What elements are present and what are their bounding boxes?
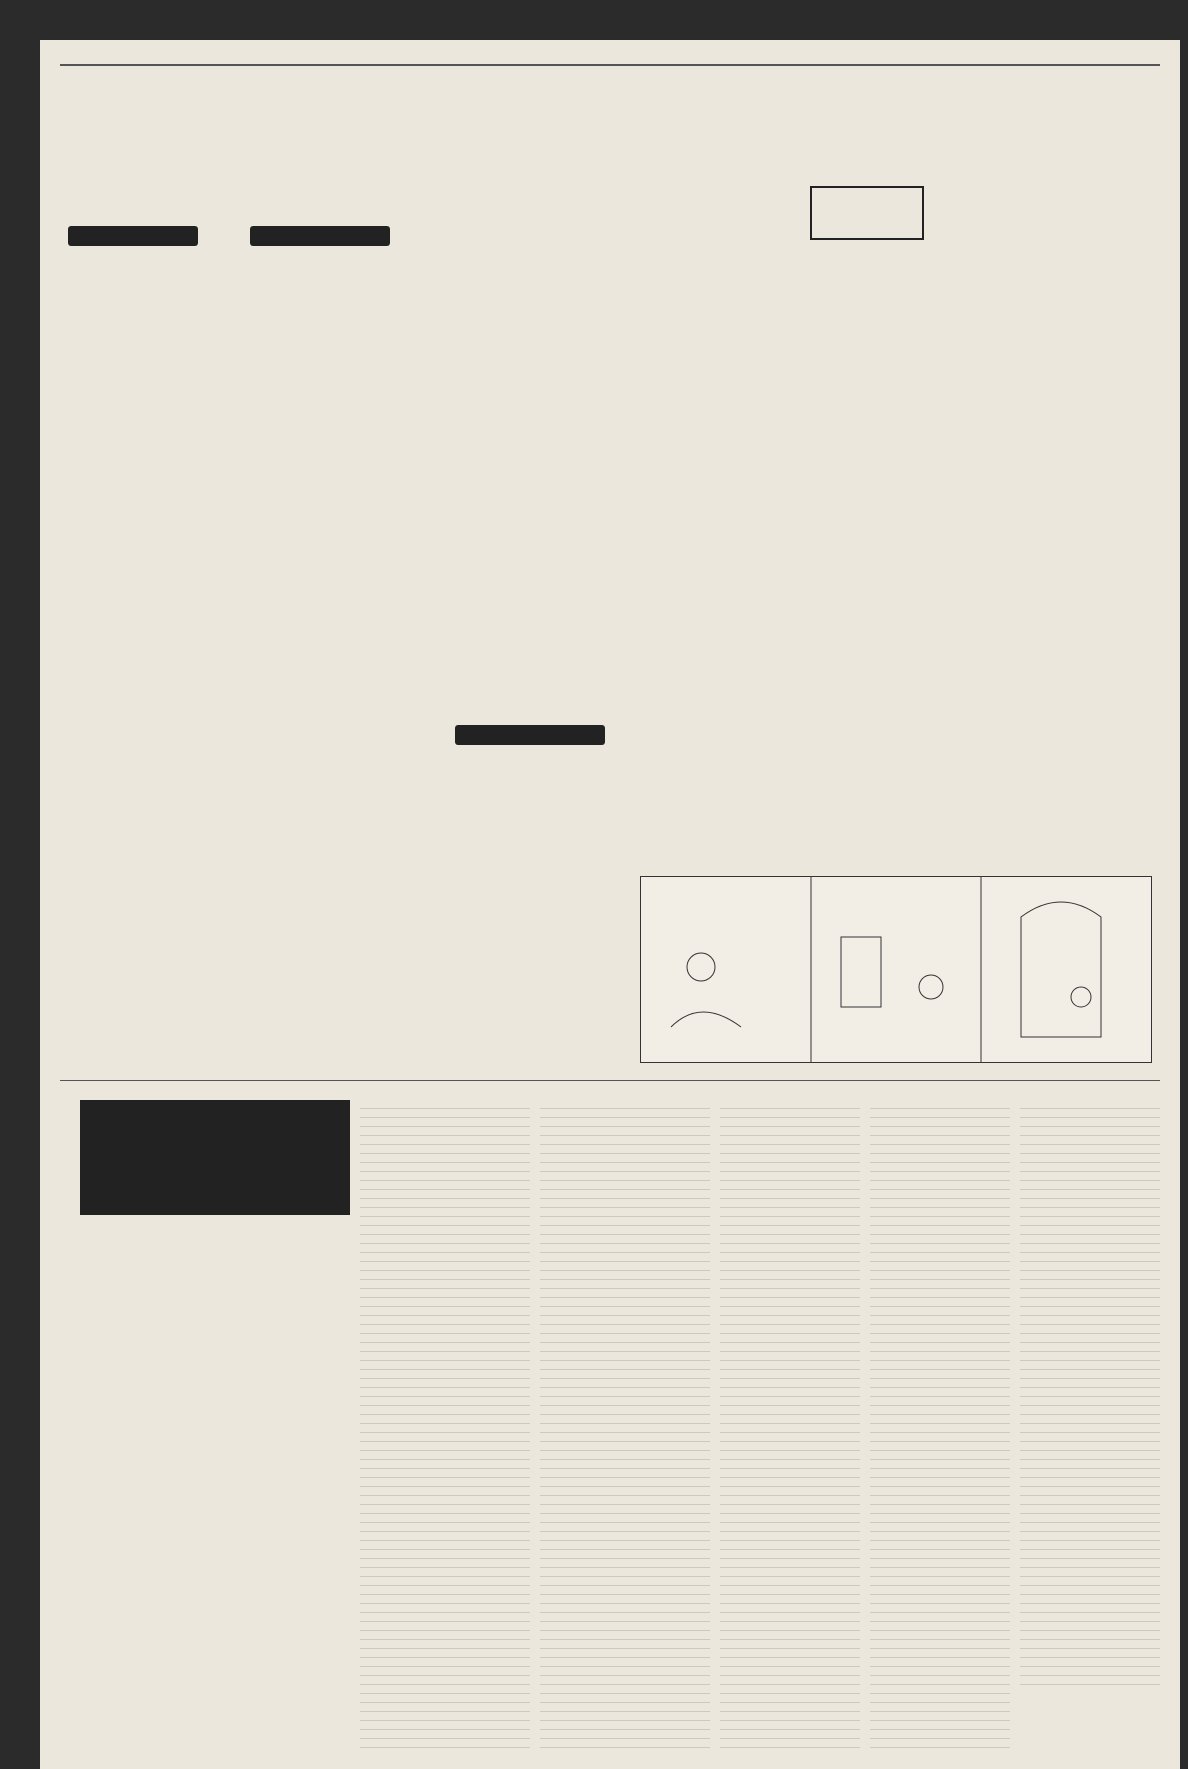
column-3-program-top	[455, 216, 640, 716]
sunday-banner	[250, 226, 390, 246]
fria-ord-heading	[810, 186, 924, 240]
page-header	[40, 48, 1180, 64]
evening-program-column	[640, 705, 810, 845]
serial-banner	[80, 1100, 350, 1215]
serial-story-column-1	[70, 1225, 350, 1745]
serial-story-column-5	[870, 1100, 1010, 1750]
bottom-section-rule	[60, 1080, 1160, 1081]
serial-story-column-6	[1020, 1100, 1160, 1690]
serial-story-column-4	[720, 1100, 860, 1750]
newspaper-page	[40, 40, 1180, 1769]
monday-banner	[455, 725, 605, 745]
header-rule	[60, 64, 1160, 66]
slu-notices	[640, 625, 810, 705]
fria-ord-body	[815, 265, 955, 840]
serial-story-column-2	[360, 1100, 530, 1750]
girl-article-body	[640, 250, 810, 560]
saturday-banner	[68, 226, 198, 246]
comic-strip	[640, 876, 1152, 1063]
serial-story-column-3	[540, 1100, 710, 1750]
fria-ord-continued	[970, 216, 1150, 826]
comic-illustration	[641, 877, 1151, 1062]
